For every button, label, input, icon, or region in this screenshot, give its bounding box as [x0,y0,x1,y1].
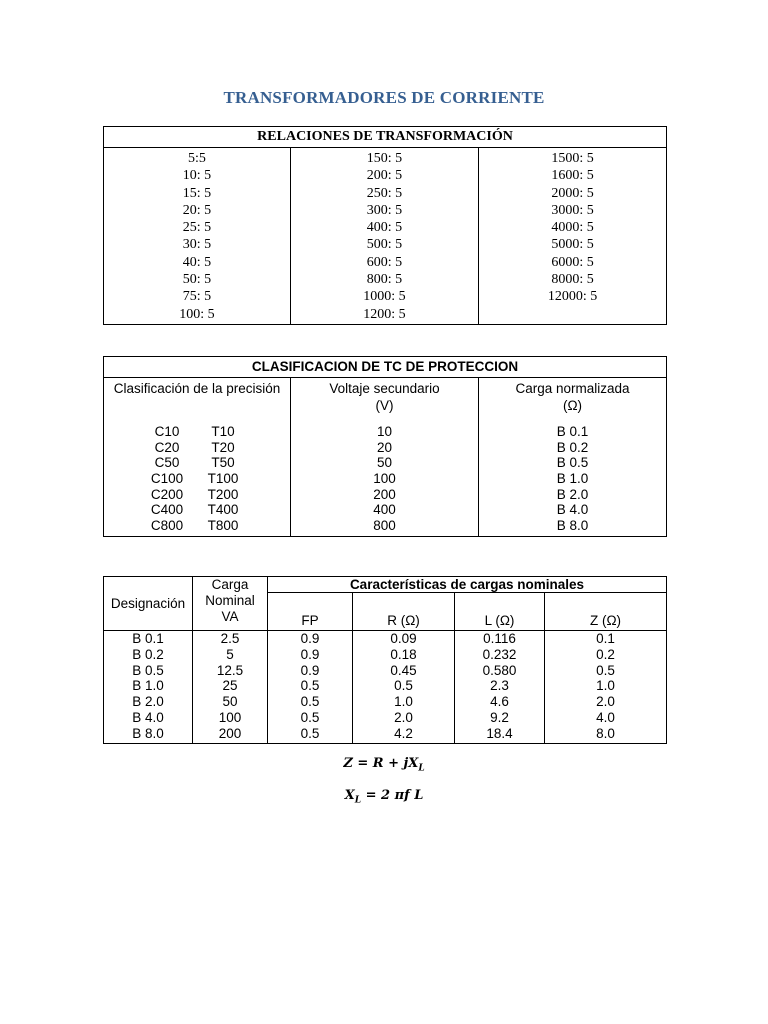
r-header: R (Ω) [353,593,455,631]
z-list [545,631,666,742]
cell: 0.116 [483,631,516,646]
clasificacion-header: CLASIFICACION DE TC DE PROTECCION [104,357,667,378]
cell: 8.0 [596,725,615,741]
cell: 0.09 [390,631,417,646]
cell: 0.580 [482,662,517,678]
cell: 100 [373,471,396,487]
cell: 200: 5 [366,168,403,184]
cell: B 0.1 [132,631,164,646]
precision-t: T200 [207,486,239,502]
cell: 40: 5 [182,254,212,270]
cell: 400: 5 [366,220,403,236]
cell: 30: 5 [182,237,212,253]
l-list [455,631,544,742]
cell: 4.2 [394,725,413,741]
cell: 2.3 [490,678,509,694]
cell: 800 [373,518,396,534]
relaciones-col1 [104,150,290,323]
precision-t: T20 [211,439,235,455]
cell: 500: 5 [366,237,403,253]
cell: 0.5 [300,725,320,741]
designacion-header: Designación [104,577,193,631]
cell: B 0.2 [556,439,589,455]
cell: B 0.2 [132,646,164,662]
precision-row [104,455,290,471]
caracteristicas-table [103,576,667,744]
cell: Carga [211,577,249,592]
cell: B 4.0 [132,709,164,725]
cell: 200 [373,486,396,502]
cell: 2.0 [596,694,615,710]
cell: Nominal [205,593,255,608]
cell: 6000: 5 [551,254,594,270]
cell: 1.0 [596,678,615,694]
cell: 1600: 5 [551,168,594,184]
cell: 0.5 [300,709,320,725]
cell: 4.0 [596,709,615,725]
cell: 4.6 [490,694,509,710]
cell: 0.45 [390,662,417,678]
cell: 12000: 5 [547,289,598,305]
cell: B 8.0 [556,518,589,534]
cell: 100 [218,709,242,725]
cell: B 0.1 [556,424,589,439]
cell: 200 [218,725,242,741]
cell: B 1.0 [132,678,164,694]
cell: B 4.0 [556,502,589,518]
cell: 20 [376,439,393,455]
cell: 250: 5 [366,185,403,201]
cell: 0.5 [596,662,615,678]
clasificacion-table [103,356,667,537]
cell: 300: 5 [366,202,403,218]
cell: B 2.0 [132,694,164,710]
cell: 0.9 [300,646,320,662]
cell: B 0.5 [132,662,164,678]
cell: 10 [376,424,393,439]
cell: 0.5 [300,678,320,694]
cell: B 1.0 [556,471,589,487]
cell: 100: 5 [179,306,215,322]
designacion-list [104,631,192,742]
fp-list [268,631,352,742]
relaciones-table [103,126,667,325]
cell: 18.4 [486,725,513,741]
formula-reactance: $X_L = 2$ πf L [344,788,424,806]
cell: 0.5 [300,694,320,710]
cell: 5000: 5 [551,237,594,253]
relaciones-col3 [479,150,666,306]
cell: 12.5 [216,662,244,678]
cell: 2.0 [394,709,413,725]
cell: 1200: 5 [363,306,406,322]
cell: VA [221,609,239,624]
precision-t: T50 [211,455,235,471]
cell: 400 [373,502,396,518]
cell: 9.2 [490,709,509,725]
precision-c: C10 [154,424,180,439]
precision-t: T10 [211,424,235,439]
cell: 2000: 5 [551,185,594,201]
precision-c: C20 [154,439,180,455]
carga-va-list [193,631,267,742]
cell: 4000: 5 [551,220,594,236]
cell: 3000: 5 [551,202,594,218]
group-header: Características de cargas nominales [268,577,667,593]
fp-header: FP [268,593,353,631]
cell: 2.5 [220,631,240,646]
precision-row [104,440,290,456]
cell: B 2.0 [556,486,589,502]
precision-c: C800 [150,518,184,534]
cell: 5 [226,646,234,662]
carga-list [479,424,666,534]
precision-row [104,487,290,503]
precision-c: C50 [154,455,180,471]
cell: 8000: 5 [551,272,594,288]
voltaje-list [291,424,478,534]
precision-row [104,424,290,440]
cell: 0.2 [596,646,615,662]
cell: B 8.0 [132,725,164,741]
precision-c: C200 [150,486,184,502]
l-header: L (Ω) [455,593,545,631]
cell: 0.1 [596,631,615,646]
voltaje-header: Voltaje secundario (V) [291,378,479,425]
precision-list [104,424,290,534]
cell: B 0.5 [556,455,589,471]
cell: 0.9 [300,631,320,646]
cell: 50 [376,455,393,471]
cell: 20: 5 [182,202,212,218]
cell: 800: 5 [366,272,403,288]
z-header: Z (Ω) [545,593,667,631]
page-title: TRANSFORMADORES DE CORRIENTE [223,88,545,107]
cell: 0.5 [394,678,413,694]
precision-header: Clasificación de la precisión [104,378,291,425]
cell: 1000: 5 [363,289,406,305]
r-list [353,631,454,742]
cell: 50 [222,694,238,710]
cell: 15: 5 [182,185,212,201]
precision-c: C400 [150,502,184,518]
carga-header: Carga normalizada (Ω) [479,378,667,425]
cell: 0.232 [482,646,517,662]
cell: 150: 5 [366,151,403,166]
precision-c: C100 [150,471,184,487]
relaciones-header: RELACIONES DE TRANSFORMACIÓN [104,127,667,148]
precision-t: T100 [207,471,239,487]
precision-t: T800 [207,518,239,534]
precision-row [104,471,290,487]
precision-row [104,518,290,534]
cell: 50: 5 [182,272,212,288]
precision-t: T400 [207,502,239,518]
formula-impedance: $Z = R + jX_L$ [343,756,425,774]
cell: 25: 5 [182,220,212,236]
cell: 1500: 5 [551,151,594,166]
cell: 600: 5 [366,254,403,270]
relaciones-col2 [291,150,478,323]
cell: 1.0 [394,694,413,710]
cell: 5:5 [188,151,206,166]
carga-va-header [193,577,268,631]
cell: 25 [222,678,238,694]
cell: 10: 5 [182,168,212,184]
cell: 75: 5 [182,289,212,305]
cell: 0.18 [390,646,417,662]
precision-row [104,502,290,518]
cell: 0.9 [300,662,320,678]
